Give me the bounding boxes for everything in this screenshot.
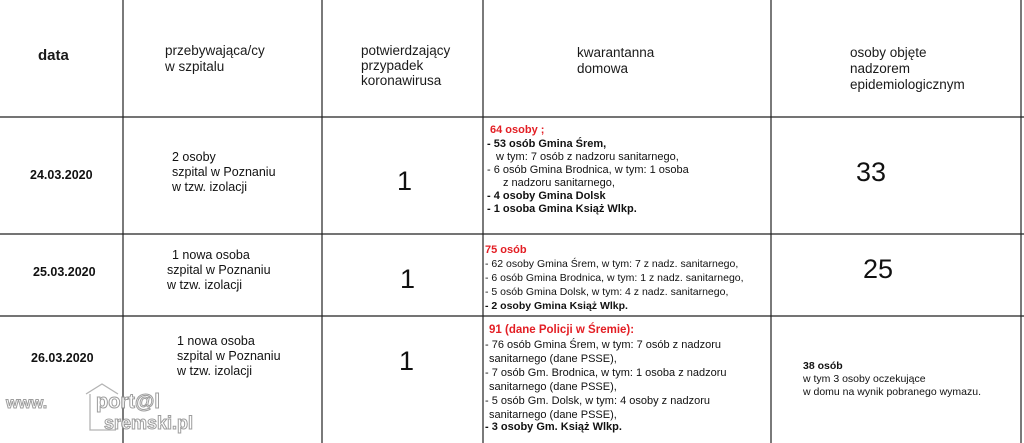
supervision-count: 25 — [863, 254, 894, 284]
quarantine-line: sanitarnego (dane PSSE), — [489, 353, 617, 365]
hospital-line: w tzw. izolacji — [167, 278, 243, 292]
quarantine-line: - 62 osoby Gmina Śrem, w tym: 7 z nadz. sanitarnego, — [485, 258, 739, 270]
hospital-line: szpital w Poznaniu — [167, 263, 271, 277]
row-date: 25.03.2020 — [33, 265, 96, 279]
header-confirmed-line-3: koronawirusa — [361, 73, 442, 88]
quarantine-line: - 3 osoby Gm. Książ Wlkp. — [485, 421, 622, 433]
supervision-line: w tym 3 osoby oczekujące — [803, 373, 926, 385]
quarantine-line: - 1 osoba Gmina Książ Wlkp. — [487, 203, 637, 215]
header-quarantine-line-1: kwarantanna — [577, 45, 655, 60]
hospital-line: w tzw. izolacji — [177, 364, 253, 378]
header-hospital-line-2: w szpitalu — [165, 59, 225, 74]
hospital-line: szpital w Poznaniu — [172, 165, 276, 179]
quarantine-line: - 76 osób Gmina Śrem, w tym: 7 osób z nadzoru — [485, 339, 721, 351]
hospital-line: w tzw. izolacji — [172, 180, 248, 194]
hospital-line: 2 osoby — [172, 150, 216, 164]
hospital-line: szpital w Poznaniu — [177, 349, 281, 363]
supervision-line: w domu na wynik pobranego wymazu. — [803, 386, 982, 398]
header-quarantine-line-2: domowa — [577, 61, 629, 76]
header-supervision-line-1: osoby objęte — [850, 45, 927, 60]
header-supervision-line-2: nadzorem — [850, 61, 911, 76]
row-date: 24.03.2020 — [30, 168, 93, 182]
header-date: data — [38, 47, 69, 64]
supervision-total: 38 osób — [803, 360, 843, 372]
header-confirmed-line-2: przypadek — [361, 58, 424, 73]
quarantine-line: - 5 osób Gmina Dolsk, w tym: 4 z nadz. sanitarnego, — [485, 286, 729, 298]
portal-watermark-logo — [4, 382, 224, 437]
quarantine-line: - 2 osoby Gmina Książ Wlkp. — [485, 300, 628, 312]
quarantine-line: - 4 osoby Gmina Dolsk — [487, 190, 606, 202]
svg-text:port@l: port@l — [96, 391, 160, 413]
header-supervision-line-3: epidemiologicznym — [850, 77, 965, 92]
quarantine-line: - 6 osób Gmina Brodnica, w tym: 1 z nadz. sanitarnego, — [485, 272, 744, 284]
row-date: 26.03.2020 — [31, 351, 94, 365]
quarantine-line: - 53 osób Gmina Śrem, — [487, 138, 607, 150]
hospital-line: 1 nowa osoba — [172, 248, 250, 262]
quarantine-total: 91 (dane Policji w Śremie): — [489, 324, 635, 336]
header-hospital-line-1: przebywająca/cy — [165, 43, 265, 58]
quarantine-line: sanitarnego (dane PSSE), — [489, 381, 617, 393]
confirmed-count: 1 — [399, 346, 415, 376]
header-confirmed-line-1: potwierdzający — [361, 43, 451, 58]
hospital-line: 1 nowa osoba — [177, 334, 255, 348]
quarantine-total: 64 osoby ; — [490, 124, 545, 136]
quarantine-line: - 7 osób Gm. Brodnica, w tym: 1 osoba z nadzoru — [485, 367, 727, 379]
quarantine-line: - 5 osób Gm. Dolsk, w tym: 4 osoby z nadzoru — [485, 395, 710, 407]
svg-text:sremski.pl: sremski.pl — [104, 413, 194, 433]
confirmed-count: 1 — [400, 264, 416, 294]
supervision-count: 33 — [856, 157, 887, 187]
quarantine-line: z nadzoru sanitarnego, — [503, 177, 615, 189]
quarantine-line: - 6 osób Gmina Brodnica, w tym: 1 osoba — [487, 164, 689, 176]
quarantine-total: 75 osób — [485, 244, 527, 256]
confirmed-count: 1 — [397, 166, 413, 196]
quarantine-line: w tym: 7 osób z nadzoru sanitarnego, — [496, 151, 679, 163]
svg-text:www.: www. — [6, 395, 48, 412]
quarantine-line: sanitarnego (dane PSSE), — [489, 409, 617, 421]
